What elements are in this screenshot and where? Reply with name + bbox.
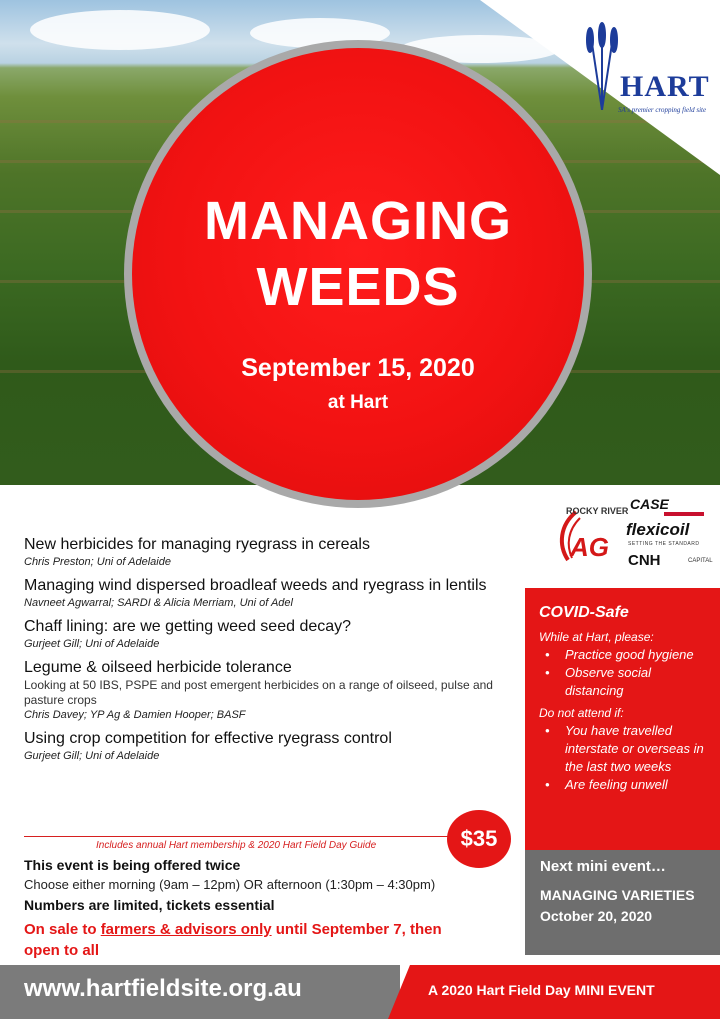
covid-dont-label: Do not attend if: (539, 706, 624, 720)
topic-title: Chaff lining: are we getting weed seed decay? (24, 618, 352, 635)
covid-while-list (539, 646, 708, 700)
cloud (30, 10, 210, 50)
topic-item (24, 535, 514, 569)
price-badge: $35 (447, 810, 511, 868)
flexicoil-logo: flexicoil (626, 520, 690, 539)
topic-speaker: Chris Preston; Uni of Adelaide (24, 556, 171, 568)
title-circle (132, 48, 584, 500)
case-logo-bar (664, 512, 704, 516)
sale-audience-link[interactable]: farmers & advisors only (100, 921, 272, 938)
sponsor-logos (540, 492, 720, 582)
list-item: • Practice good hygiene (539, 646, 708, 664)
topic-title: Managing wind dispersed broadleaf weeds and ryegrass in lentils (24, 577, 487, 594)
cnh-logo: CNH (628, 552, 661, 569)
list-item: • Observe social distancing (539, 664, 708, 700)
hart-logo (582, 20, 712, 120)
next-event-date: October 20, 2020 (540, 908, 653, 924)
topic-speaker: Chris Davey; YP Ag & Damien Hooper; BASF (24, 709, 246, 721)
topic-speaker: Navneet Agwarral; SARDI & Alicia Merriam, Uni of Adel (24, 597, 293, 609)
rocky-river-ag-label: AG (570, 532, 609, 562)
hart-wordmark: HART (620, 70, 710, 103)
next-event-heading: Next mini event… (540, 858, 666, 875)
covid-while-label: While at Hart, please: (539, 630, 654, 644)
hart-tagline: SA's premier cropping field site (618, 106, 707, 114)
price-divider (24, 836, 464, 837)
offer-times: Choose either morning (9am – 12pm) OR afternoon (1:30pm – 4:30pm) (24, 877, 436, 892)
topic-title: Legume & oilseed herbicide tolerance (24, 659, 292, 676)
page-title-line2: WEEDS (256, 257, 460, 317)
topic-item (24, 729, 514, 763)
topic-item (24, 576, 514, 610)
event-venue: at Hart (327, 392, 389, 413)
cnh-capital-label: CAPITAL (688, 558, 713, 564)
next-event-box (525, 850, 720, 955)
covid-title: COVID-Safe (539, 604, 629, 621)
topic-title: New herbicides for managing ryegrass in cereals (24, 536, 370, 553)
topic-item (24, 658, 514, 722)
limited-notice: Numbers are limited, tickets essential (24, 897, 275, 913)
list-item: • Are feeling unwell (539, 776, 708, 794)
covid-safe-box (525, 588, 720, 850)
page-title-line1: MANAGING (204, 191, 512, 251)
sale-text-post: until September 7, then open to all (24, 921, 442, 959)
wheat-sheaf-icon (582, 20, 622, 110)
website-link[interactable]: www.hartfieldsite.org.au (24, 975, 302, 1002)
offer-heading: This event is being offered twice (24, 857, 241, 873)
topic-speaker: Gurjeet Gill; Uni of Adelaide (24, 638, 160, 650)
case-logo: CASE (630, 496, 669, 512)
next-event-title: MANAGING VARIETIES (540, 887, 695, 903)
topic-speaker: Gurjeet Gill; Uni of Adelaide (24, 750, 160, 762)
price-note: Includes annual Hart membership & 2020 Hart Field Day Guide (96, 840, 377, 851)
sale-notice (24, 919, 444, 961)
topic-item (24, 617, 514, 651)
topic-description: Looking at 50 IBS, PSPE and post emergent herbicides on a range of oilseed, pulse and pasture crops (24, 678, 493, 707)
flexicoil-tagline: SETTING THE STANDARD (628, 541, 700, 547)
sale-text-pre: On sale to (24, 921, 101, 938)
rocky-river-label: ROCKY RIVER (566, 506, 629, 516)
topic-title: Using crop competition for effective ryegrass control (24, 730, 392, 747)
covid-dont-list (539, 722, 708, 794)
event-date: September 15, 2020 (241, 354, 475, 382)
list-item: • You have travelled interstate or overseas in the last two weeks (539, 722, 708, 776)
topics-list (24, 535, 514, 770)
footer-tagline: A 2020 Hart Field Day MINI EVENT (428, 982, 655, 998)
